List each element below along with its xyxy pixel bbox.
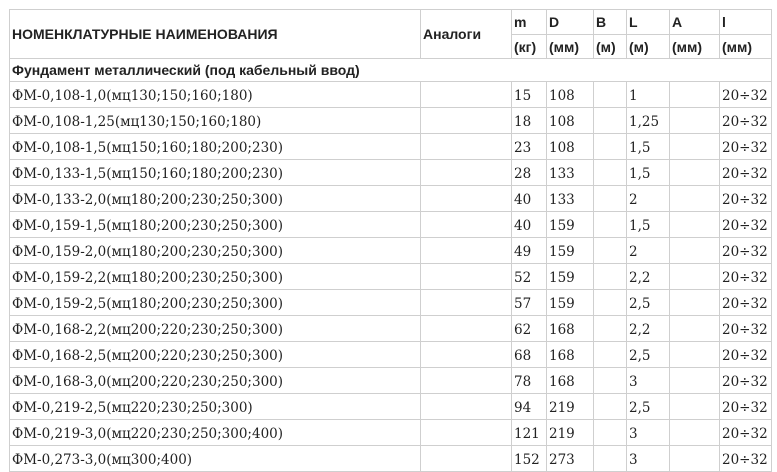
table-row [10, 316, 772, 342]
table-row [10, 446, 772, 472]
cell-m: 78 [512, 368, 547, 394]
header-symbol-a: A [670, 10, 720, 35]
cell-name: ФМ-0,168-2,2(мц200;220;230;250;300) [10, 316, 421, 342]
cell-name: ФМ-0,168-2,5(мц200;220;230;250;300) [10, 342, 421, 368]
cell-m: 40 [512, 212, 547, 238]
cell-l-upper: 3 [627, 446, 670, 472]
cell-l-lower: 20÷32 [720, 368, 772, 394]
section-row [10, 59, 772, 82]
cell-analog [421, 342, 512, 368]
cell-analog [421, 264, 512, 290]
cell-d: 159 [547, 264, 594, 290]
cell-l-lower: 20÷32 [720, 212, 772, 238]
cell-a [670, 264, 720, 290]
product-spec-table [9, 9, 772, 472]
cell-a [670, 82, 720, 108]
cell-l-lower: 20÷32 [720, 316, 772, 342]
header-analog: Аналоги [421, 10, 512, 59]
cell-l-upper: 1,5 [627, 212, 670, 238]
table-row [10, 238, 772, 264]
cell-d: 168 [547, 368, 594, 394]
header-symbol-l-upper: L [627, 10, 670, 35]
cell-l-upper: 3 [627, 368, 670, 394]
cell-a [670, 186, 720, 212]
cell-l-upper: 2,5 [627, 394, 670, 420]
header-unit-a: (мм) [670, 35, 720, 59]
cell-d: 219 [547, 394, 594, 420]
cell-m: 18 [512, 108, 547, 134]
cell-l-upper: 1,25 [627, 108, 670, 134]
cell-l-lower: 20÷32 [720, 342, 772, 368]
header-row-symbols [10, 10, 772, 35]
cell-name: ФМ-0,273-3,0(мц300;400) [10, 446, 421, 472]
cell-b [594, 394, 627, 420]
cell-b [594, 238, 627, 264]
cell-analog [421, 212, 512, 238]
cell-m: 62 [512, 316, 547, 342]
cell-d: 108 [547, 134, 594, 160]
cell-l-lower: 20÷32 [720, 420, 772, 446]
cell-l-upper: 1,5 [627, 160, 670, 186]
cell-name: ФМ-0,159-2,5(мц180;200;230;250;300) [10, 290, 421, 316]
cell-b [594, 420, 627, 446]
cell-analog [421, 290, 512, 316]
cell-b [594, 82, 627, 108]
cell-analog [421, 368, 512, 394]
cell-analog [421, 108, 512, 134]
cell-b [594, 186, 627, 212]
table-row [10, 186, 772, 212]
table-row [10, 160, 772, 186]
cell-l-upper: 2,2 [627, 316, 670, 342]
cell-a [670, 368, 720, 394]
cell-l-lower: 20÷32 [720, 82, 772, 108]
cell-l-upper: 2 [627, 186, 670, 212]
header-unit-d: (мм) [547, 35, 594, 59]
cell-b [594, 290, 627, 316]
cell-l-upper: 2,5 [627, 342, 670, 368]
cell-name: ФМ-0,108-1,0(мц130;150;160;180) [10, 82, 421, 108]
cell-analog [421, 316, 512, 342]
table-row [10, 394, 772, 420]
header-unit-l-lower: (мм) [720, 35, 772, 59]
cell-analog [421, 394, 512, 420]
cell-analog [421, 134, 512, 160]
header-symbol-d: D [547, 10, 594, 35]
cell-l-lower: 20÷32 [720, 134, 772, 160]
cell-d: 133 [547, 186, 594, 212]
cell-d: 168 [547, 342, 594, 368]
cell-l-upper: 2,2 [627, 264, 670, 290]
table-row [10, 134, 772, 160]
table-row [10, 368, 772, 394]
header-unit-b: (м) [594, 35, 627, 59]
cell-name: ФМ-0,159-2,0(мц180;200;230;250;300) [10, 238, 421, 264]
header-symbol-m: m [512, 10, 547, 35]
cell-d: 273 [547, 446, 594, 472]
cell-name: ФМ-0,168-3,0(мц200;220;230;250;300) [10, 368, 421, 394]
cell-a [670, 394, 720, 420]
table-row [10, 420, 772, 446]
cell-b [594, 342, 627, 368]
cell-name: ФМ-0,219-3,0(мц220;230;250;300;400) [10, 420, 421, 446]
cell-m: 152 [512, 446, 547, 472]
cell-m: 28 [512, 160, 547, 186]
cell-d: 159 [547, 238, 594, 264]
cell-l-lower: 20÷32 [720, 108, 772, 134]
header-symbol-l-lower: l [720, 10, 772, 35]
cell-m: 94 [512, 394, 547, 420]
header-unit-m: (кг) [512, 35, 547, 59]
section-title: Фундамент металлический (под кабельный ввод) [10, 59, 772, 82]
cell-b [594, 446, 627, 472]
table-row [10, 108, 772, 134]
cell-analog [421, 238, 512, 264]
cell-d: 219 [547, 420, 594, 446]
cell-m: 52 [512, 264, 547, 290]
cell-a [670, 342, 720, 368]
header-name: НОМЕНКЛАТУРНЫЕ НАИМЕНОВАНИЯ [10, 10, 421, 59]
cell-d: 159 [547, 212, 594, 238]
cell-a [670, 238, 720, 264]
cell-a [670, 420, 720, 446]
cell-name: ФМ-0,159-2,2(мц180;200;230;250;300) [10, 264, 421, 290]
cell-a [670, 290, 720, 316]
table-row [10, 290, 772, 316]
cell-analog [421, 446, 512, 472]
cell-d: 168 [547, 316, 594, 342]
header-unit-l-upper: (м) [627, 35, 670, 59]
cell-b [594, 264, 627, 290]
cell-b [594, 212, 627, 238]
cell-name: ФМ-0,219-2,5(мц220;230;250;300) [10, 394, 421, 420]
cell-l-upper: 1,5 [627, 134, 670, 160]
cell-l-lower: 20÷32 [720, 238, 772, 264]
cell-b [594, 368, 627, 394]
cell-m: 121 [512, 420, 547, 446]
cell-a [670, 160, 720, 186]
cell-analog [421, 186, 512, 212]
cell-l-lower: 20÷32 [720, 446, 772, 472]
cell-l-lower: 20÷32 [720, 186, 772, 212]
cell-d: 133 [547, 160, 594, 186]
cell-b [594, 108, 627, 134]
cell-b [594, 160, 627, 186]
cell-b [594, 316, 627, 342]
cell-l-lower: 20÷32 [720, 264, 772, 290]
cell-m: 15 [512, 82, 547, 108]
cell-l-lower: 20÷32 [720, 394, 772, 420]
cell-l-lower: 20÷32 [720, 160, 772, 186]
cell-a [670, 446, 720, 472]
cell-m: 68 [512, 342, 547, 368]
cell-d: 159 [547, 290, 594, 316]
cell-a [670, 316, 720, 342]
cell-analog [421, 420, 512, 446]
table-row [10, 212, 772, 238]
cell-name: ФМ-0,133-2,0(мц180;200;230;250;300) [10, 186, 421, 212]
cell-name: ФМ-0,108-1,25(мц130;150;160;180) [10, 108, 421, 134]
cell-a [670, 212, 720, 238]
cell-a [670, 108, 720, 134]
cell-name: ФМ-0,133-1,5(мц150;160;180;200;230) [10, 160, 421, 186]
cell-a [670, 134, 720, 160]
cell-analog [421, 82, 512, 108]
cell-name: ФМ-0,159-1,5(мц180;200;230;250;300) [10, 212, 421, 238]
cell-d: 108 [547, 108, 594, 134]
cell-l-upper: 2 [627, 238, 670, 264]
cell-l-upper: 1 [627, 82, 670, 108]
cell-l-upper: 3 [627, 420, 670, 446]
cell-m: 23 [512, 134, 547, 160]
cell-name: ФМ-0,108-1,5(мц150;160;180;200;230) [10, 134, 421, 160]
table-row [10, 82, 772, 108]
cell-analog [421, 160, 512, 186]
header-symbol-b: B [594, 10, 627, 35]
cell-m: 57 [512, 290, 547, 316]
cell-d: 108 [547, 82, 594, 108]
table-row [10, 264, 772, 290]
cell-l-upper: 2,5 [627, 290, 670, 316]
cell-m: 49 [512, 238, 547, 264]
cell-m: 40 [512, 186, 547, 212]
cell-l-lower: 20÷32 [720, 290, 772, 316]
cell-b [594, 134, 627, 160]
table-row [10, 342, 772, 368]
